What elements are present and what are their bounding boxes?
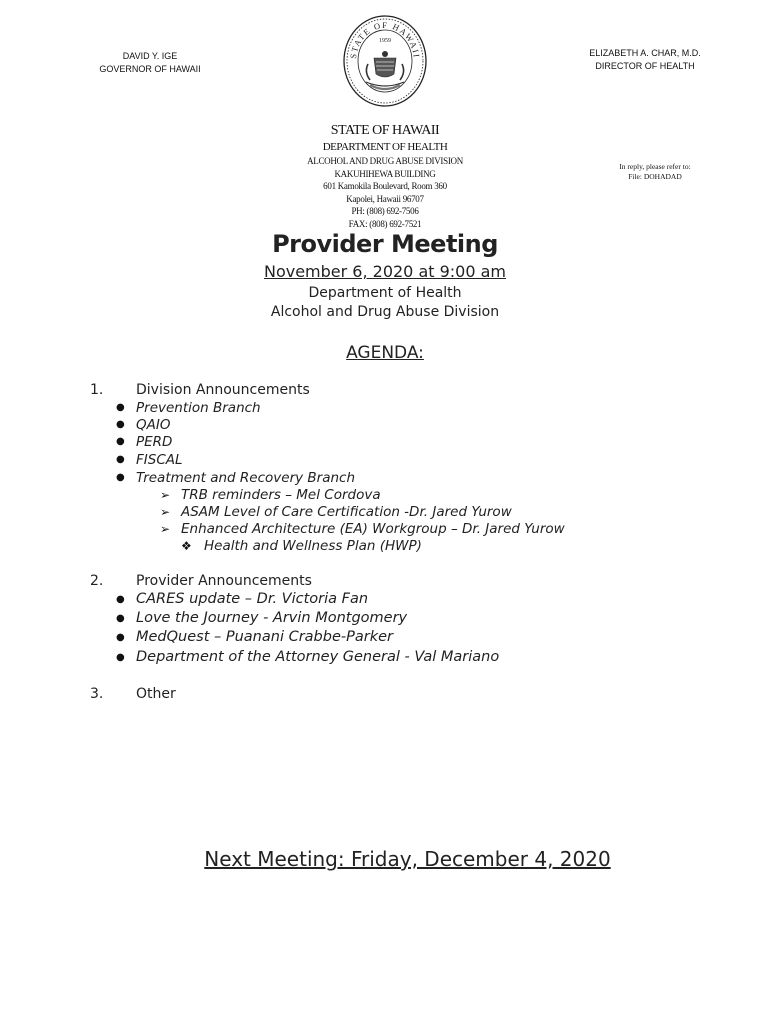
- arrow-bullet-icon: ➢: [160, 522, 171, 536]
- list-item: CARES update – Dr. Victoria Fan: [136, 591, 369, 607]
- governor-title: GOVERNOR OF HAWAII: [99, 64, 201, 74]
- section-1-title: Division Announcements: [136, 382, 310, 398]
- agency-address: [200, 122, 570, 230]
- director-block: [560, 47, 730, 73]
- list-item: QAIO: [136, 417, 171, 433]
- diamond-bullet-icon: ❖: [181, 539, 192, 553]
- director-title: DIRECTOR OF HEALTH: [595, 61, 695, 71]
- agency-department: DEPARTMENT OF HEALTH: [322, 141, 448, 153]
- sub-list-item: TRB reminders – Mel Cordova: [181, 487, 381, 503]
- meeting-department: Department of Health: [308, 285, 462, 301]
- meeting-host: [0, 284, 770, 322]
- meeting-title: Provider Meeting: [272, 230, 498, 258]
- list-item: Treatment and Recovery Branch: [136, 470, 356, 486]
- section-2-number: 2.: [90, 573, 104, 589]
- list-item: PERD: [136, 434, 173, 450]
- agency-street: 601 Kamokila Boulevard, Room 360: [323, 181, 447, 191]
- reply-line-1: In reply, please refer to:: [619, 162, 691, 171]
- bullet-icon: ●: [116, 632, 125, 643]
- agenda-heading: AGENDA:: [346, 343, 424, 363]
- agency-fax: FAX: (808) 692-7521: [348, 218, 422, 229]
- bullet-icon: ●: [116, 594, 125, 605]
- sub-sub-list-item: Health and Wellness Plan (HWP): [204, 538, 422, 554]
- section-3-title: Other: [136, 686, 176, 702]
- section-1-number: 1.: [90, 382, 104, 398]
- agency-division: ALCOHOL AND DRUG ABUSE DIVISION: [307, 156, 463, 166]
- meeting-division: Alcohol and Drug Abuse Division: [270, 304, 500, 320]
- arrow-bullet-icon: ➢: [160, 505, 171, 519]
- bullet-icon: ●: [116, 419, 125, 430]
- agency-phone: PH: (808) 692-7506: [351, 206, 419, 216]
- governor-name: DAVID Y. IGE: [122, 51, 178, 61]
- reply-reference: [600, 162, 710, 182]
- bullet-icon: ●: [116, 613, 125, 624]
- reply-file: File: DOHADAD: [628, 172, 682, 181]
- list-item: FISCAL: [136, 452, 183, 468]
- list-item: Love the Journey - Arvin Montgomery: [136, 610, 408, 626]
- sub-list-item: ASAM Level of Care Certification -Dr. Jared Yurow: [181, 504, 512, 520]
- bullet-icon: ●: [116, 472, 125, 483]
- seal-text: STATE OF HAWAII: [348, 19, 422, 60]
- governor-block: [60, 50, 240, 76]
- bullet-icon: ●: [116, 436, 125, 447]
- next-meeting: Next Meeting: Friday, December 4, 2020: [204, 847, 611, 871]
- state-seal-icon: [342, 14, 428, 108]
- list-item: Prevention Branch: [136, 400, 261, 416]
- section-3-number: 3.: [90, 686, 104, 702]
- seal-year: 1959: [379, 38, 391, 44]
- list-item: MedQuest – Puanani Crabbe-Parker: [136, 629, 393, 645]
- director-name: ELIZABETH A. CHAR, M.D.: [589, 48, 701, 58]
- bullet-icon: ●: [116, 652, 125, 663]
- sub-list-item: Enhanced Architecture (EA) Workgroup – Dr. Jared Yurow: [181, 521, 565, 537]
- list-item: Department of the Attorney General - Val Mariano: [136, 649, 500, 665]
- agency-building: KAKUHIHEWA BUILDING: [334, 168, 436, 179]
- arrow-bullet-icon: ➢: [160, 488, 171, 502]
- meeting-datetime: November 6, 2020 at 9:00 am: [263, 262, 507, 281]
- section-2-title: Provider Announcements: [136, 573, 312, 589]
- bullet-icon: ●: [116, 402, 125, 413]
- bullet-icon: ●: [116, 454, 125, 465]
- agency-state: STATE OF HAWAII: [330, 123, 440, 138]
- agency-city: Kapolei, Hawaii 96707: [346, 193, 424, 204]
